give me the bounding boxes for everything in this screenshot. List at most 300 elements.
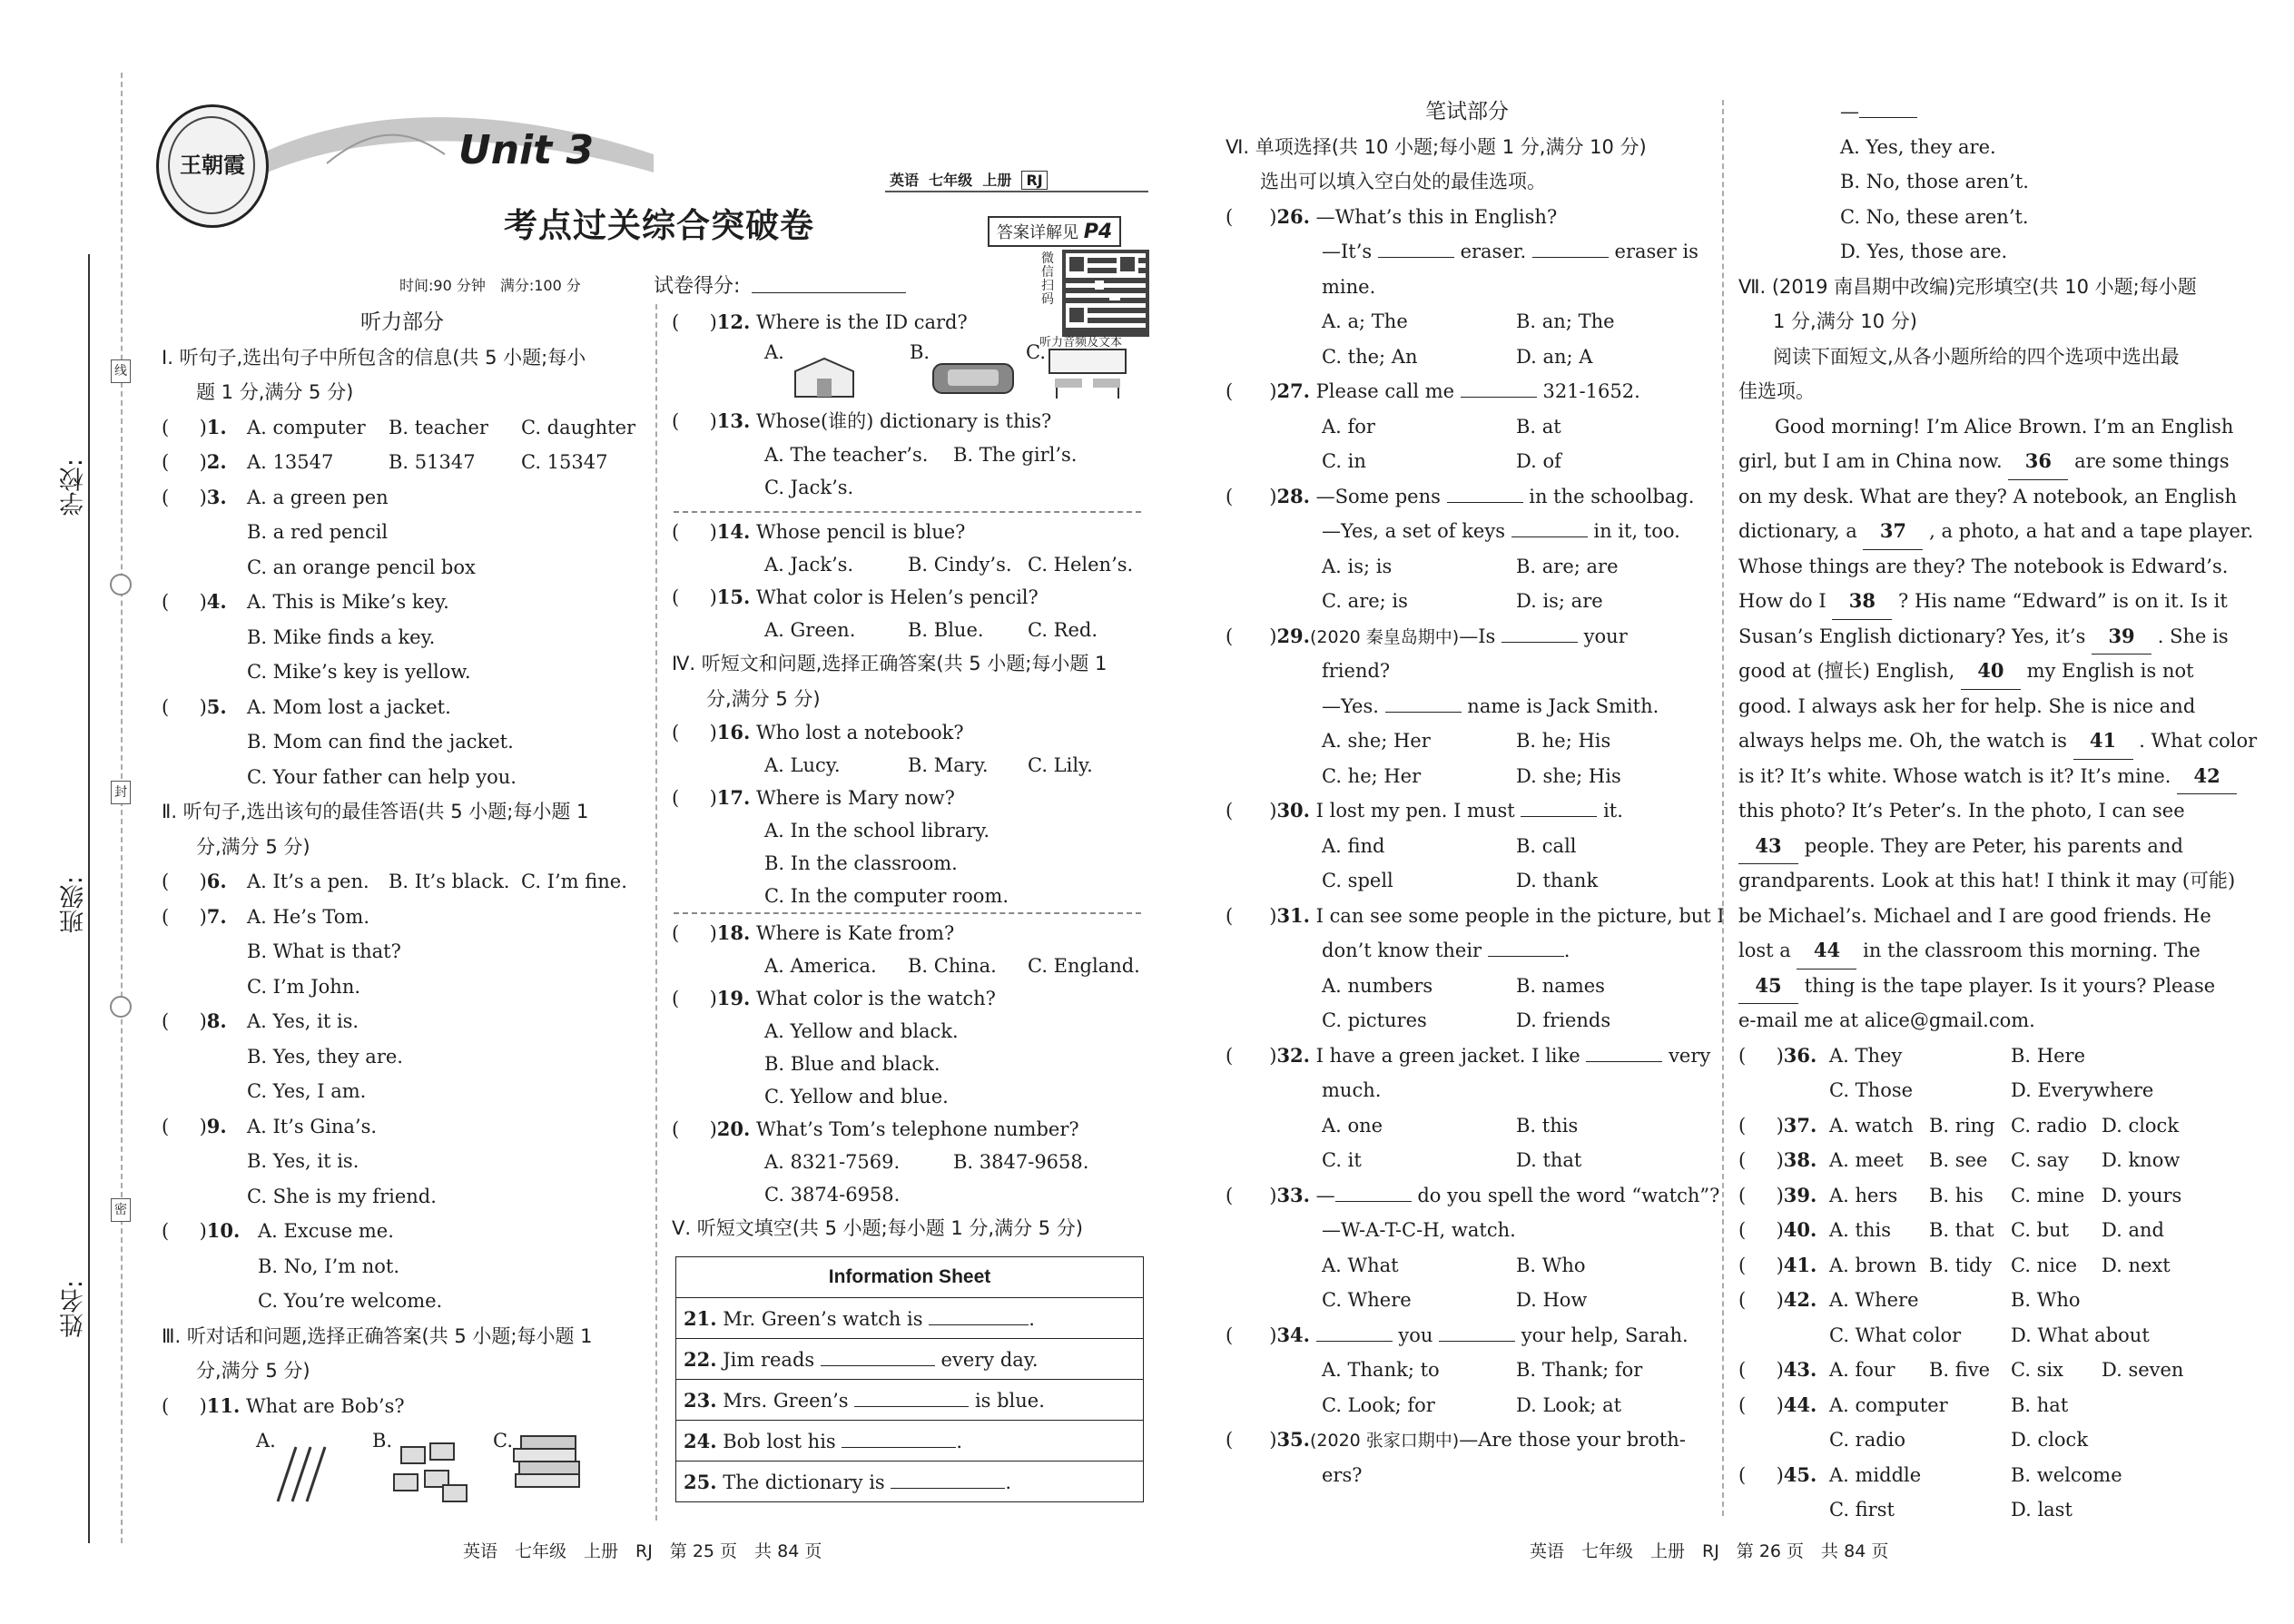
q-number: 14.: [716, 520, 751, 543]
question-29-ab: [1226, 723, 1708, 759]
option-b[interactable]: B. 3847-9658.: [953, 1151, 1089, 1173]
option-c[interactable]: C. it: [1322, 1149, 1362, 1171]
cloze-blank[interactable]: 36: [2008, 444, 2068, 480]
sheet-text: every day.: [940, 1348, 1039, 1371]
option-d[interactable]: D. of: [1516, 450, 1561, 472]
option-c[interactable]: C. he; Her: [1322, 764, 1422, 787]
option-d[interactable]: D. Look; at: [1516, 1393, 1622, 1416]
option-b[interactable]: B. Who: [2011, 1289, 2081, 1311]
card-case-picture-icon[interactable]: [930, 359, 1017, 399]
question-stem: Whose(谁的) dictionary is this?: [756, 409, 1052, 432]
seal-mark-seal: 封: [111, 781, 131, 804]
question-12-options: [672, 340, 1144, 404]
option-c[interactable]: C. What color: [1829, 1324, 1962, 1346]
question-18: ( )18. Where is Kate from?: [672, 921, 955, 944]
option-a[interactable]: A. He’s Tom.: [247, 905, 369, 928]
option-c[interactable]: C. Look; for: [1322, 1393, 1435, 1416]
option-a[interactable]: A. 8321-7569.: [764, 1151, 901, 1173]
question-30-ab: [1226, 829, 1708, 864]
option-c[interactable]: C. say: [2011, 1149, 2069, 1171]
cloze-blank[interactable]: 40: [1961, 654, 2021, 690]
blank-24[interactable]: [842, 1447, 956, 1448]
stem-text: eraser is: [1614, 241, 1698, 262]
question-20: ( )20. What’s Tom’s telephone number?: [672, 1117, 1079, 1140]
q-number: 34.: [1276, 1323, 1310, 1346]
option-c[interactable]: C. Mike’s key is yellow.: [247, 661, 471, 683]
option-c[interactable]: C. Where: [1322, 1289, 1412, 1311]
option-a[interactable]: A. watch: [1829, 1114, 1914, 1137]
option-a[interactable]: A. for: [1322, 415, 1375, 438]
question-4: ( )4. A. This is Mike’s key.: [162, 585, 643, 620]
option-a[interactable]: A. computer: [1829, 1393, 1948, 1416]
question-7-b: [162, 934, 643, 969]
option-c[interactable]: C. Yellow and blue.: [764, 1086, 949, 1107]
question-18-options: [672, 950, 1144, 982]
option-c[interactable]: C. 15347: [521, 451, 608, 473]
option-c[interactable]: C. are; is: [1322, 590, 1408, 612]
sheet-text: The dictionary is: [723, 1471, 885, 1493]
meta-term: 上册: [982, 172, 1012, 189]
passage-text: ? His name “Edward” is on it. Is it: [1898, 590, 2228, 612]
passage-line: [1738, 444, 2229, 479]
question-33-ab: [1226, 1248, 1708, 1284]
cloze-blank[interactable]: 41: [2073, 723, 2133, 760]
q-number: 41.: [1783, 1253, 1817, 1276]
option-d[interactable]: D. thank: [1516, 870, 1599, 891]
option-d[interactable]: D. Everywhere: [2011, 1079, 2154, 1101]
option-d[interactable]: D. Yes, those are.: [1840, 241, 2008, 262]
option-c[interactable]: C. spell: [1322, 870, 1393, 891]
cloze-blank[interactable]: 42: [2177, 759, 2237, 795]
option-a[interactable]: A. Green.: [764, 619, 856, 641]
option-c[interactable]: C. radio: [2011, 1114, 2088, 1137]
qr-note: 听力音频及文本: [1039, 336, 1123, 349]
option-a[interactable]: A.: [256, 1430, 276, 1452]
question-source: (2020 秦皇岛期中): [1309, 626, 1460, 647]
option-b[interactable]: B. a red pencil: [247, 521, 389, 543]
passage-line: [1738, 969, 2229, 1004]
dialogue-divider: [674, 511, 1141, 513]
option-a[interactable]: A. brown: [1829, 1254, 1917, 1276]
sheet-row: [676, 1462, 1144, 1502]
option-a[interactable]: A. she; Her: [1322, 730, 1431, 752]
question-29-line-2: [1226, 654, 1708, 689]
q-number: 29.: [1276, 624, 1310, 647]
option-d[interactable]: D. What about: [2011, 1324, 2150, 1346]
option-b[interactable]: B. In the classroom.: [764, 852, 958, 874]
question-7: ( )7. A. He’s Tom.: [162, 900, 643, 935]
q-number: 2.: [206, 450, 227, 473]
passage-line: [1738, 899, 2229, 934]
option-a[interactable]: A. 13547: [247, 451, 334, 473]
q-number: 12.: [716, 310, 751, 333]
passage-line: [1738, 549, 2229, 585]
question-29-line-3: [1226, 689, 1708, 724]
option-b[interactable]: B. this: [1516, 1114, 1579, 1137]
question-15: ( )15. What color is Helen’s pencil?: [672, 586, 1039, 608]
option-c[interactable]: C. first: [1829, 1499, 1895, 1521]
option-c[interactable]: C. England.: [1028, 955, 1140, 977]
question-19: ( )19. What color is the watch?: [672, 987, 996, 1009]
option-b[interactable]: B. Here: [2011, 1044, 2085, 1067]
cloze-blank[interactable]: 43: [1738, 829, 1798, 865]
option-a[interactable]: A. The teacher’s.: [764, 444, 929, 466]
option-b[interactable]: B. Mary.: [908, 754, 989, 776]
section-1-title: Ⅰ. 听句子,选出句子中所包含的信息(共 5 小题;每小: [162, 346, 586, 369]
cloze-blank[interactable]: 44: [1797, 933, 1856, 969]
option-d[interactable]: D. next: [2102, 1254, 2171, 1276]
stem-text: much.: [1322, 1079, 1382, 1101]
option-b[interactable]: B. tidy: [1929, 1254, 1993, 1276]
option-a[interactable]: A. Yes, it is.: [247, 1010, 359, 1032]
option-a[interactable]: A. a; The: [1322, 310, 1408, 332]
option-c[interactable]: C.: [1026, 340, 1046, 363]
option-a[interactable]: A.: [764, 340, 784, 363]
blank-21[interactable]: [929, 1324, 1029, 1325]
stem-text: —: [1315, 1184, 1335, 1206]
option-d[interactable]: D. she; His: [1516, 764, 1621, 787]
option-b[interactable]: B. at: [1516, 415, 1561, 438]
option-d[interactable]: D. know: [2102, 1149, 2181, 1171]
question-17-a: [672, 814, 1144, 847]
question-26-line-3: [1226, 270, 1708, 305]
question-stem: —What’s this in English?: [1315, 205, 1558, 228]
option-c[interactable]: C. Lily.: [1028, 754, 1093, 776]
passage-text: girl, but I am in China now.: [1738, 450, 2003, 472]
footer-left: 英语 七年级 上册 RJ 第 25 页 共 84 页: [463, 1541, 822, 1561]
passage-text: good. I always ask her for help. She is nice and: [1738, 694, 2196, 717]
cloze-blank[interactable]: 38: [1832, 584, 1892, 620]
option-b[interactable]: B. The girl’s.: [953, 444, 1078, 466]
question-2: ( )2. A. 13547 B. 51347 C. 15347: [162, 445, 643, 480]
option-c[interactable]: C. Jack’s.: [764, 477, 854, 498]
option-b[interactable]: B. see: [1929, 1149, 1988, 1171]
option-b[interactable]: B. are; are: [1516, 555, 1619, 577]
sheet-text: Bob lost his: [723, 1430, 836, 1452]
q-number: 6.: [206, 870, 227, 892]
question-33-line-2: [1226, 1213, 1708, 1248]
option-b[interactable]: B. that: [1929, 1219, 1994, 1241]
books-picture-icon[interactable]: [507, 1431, 588, 1498]
question-28: ( )28. —Some pens in the schoolbag.: [1226, 484, 1695, 507]
qr-caption: 微信扫码: [1041, 251, 1054, 307]
option-a[interactable]: A. a green pen: [247, 486, 389, 508]
stem-text: —Are those your broth-: [1459, 1429, 1686, 1451]
option-a[interactable]: A. meet: [1829, 1149, 1904, 1171]
option-a[interactable]: A. Yellow and black.: [764, 1020, 959, 1042]
option-c[interactable]: C. Helen’s.: [1028, 554, 1134, 576]
blank[interactable]: [1385, 712, 1462, 713]
q-number: 33.: [1276, 1183, 1310, 1206]
building-picture-icon[interactable]: [788, 355, 861, 400]
option-a[interactable]: A. computer: [247, 416, 366, 438]
cloze-blank[interactable]: 45: [1738, 969, 1798, 1005]
option-c[interactable]: C. six: [2011, 1359, 2064, 1381]
option-d[interactable]: D. an; A: [1516, 345, 1593, 368]
q-number: 44.: [1783, 1393, 1817, 1416]
option-b[interactable]: B. an; The: [1516, 310, 1615, 332]
option-d[interactable]: D. clock: [2011, 1429, 2089, 1451]
option-d[interactable]: D. How: [1516, 1289, 1588, 1311]
option-d[interactable]: D. last: [2011, 1499, 2072, 1521]
blank[interactable]: [1521, 816, 1597, 817]
passage-text: . She is: [2157, 625, 2229, 647]
option-d[interactable]: D. and: [2102, 1219, 2164, 1241]
blank[interactable]: [1859, 117, 1917, 118]
option-d[interactable]: D. friends: [1516, 1009, 1611, 1031]
passage-text: How do I: [1738, 590, 1826, 612]
school-field: 学校:: [60, 458, 88, 517]
option-d[interactable]: D. seven: [2102, 1359, 2184, 1381]
option-c[interactable]: C. I’m fine.: [521, 871, 627, 892]
q-number: 18.: [716, 921, 751, 944]
option-b[interactable]: B.: [372, 1430, 393, 1452]
option-b[interactable]: B. he; His: [1516, 730, 1611, 752]
blank[interactable]: [1488, 956, 1564, 957]
option-c[interactable]: C. in: [1322, 450, 1366, 472]
question-4-c: [162, 655, 643, 690]
question-35-c: [1738, 200, 2229, 235]
question-4-b: [162, 620, 643, 655]
stem-text: —It’s: [1322, 241, 1373, 262]
erasers-picture-icon[interactable]: [389, 1440, 470, 1507]
pens-picture-icon[interactable]: [269, 1442, 332, 1505]
blank[interactable]: [1501, 642, 1578, 643]
option-a[interactable]: A. Jack’s.: [764, 554, 854, 576]
stem-text: name is Jack Smith.: [1467, 694, 1659, 717]
passage-divider: [674, 912, 1141, 914]
stem-text: Please call me: [1315, 380, 1455, 402]
option-b[interactable]: B. No, I’m not.: [258, 1255, 399, 1277]
option-b[interactable]: B. Blue.: [908, 619, 984, 641]
blank[interactable]: [1461, 397, 1537, 398]
option-a[interactable]: A. this: [1829, 1219, 1891, 1241]
q-number: 21.: [684, 1306, 717, 1330]
q-number: 22.: [684, 1347, 717, 1371]
option-c[interactable]: C. but: [2011, 1219, 2070, 1241]
blank[interactable]: [1447, 502, 1523, 503]
option-a[interactable]: A. four: [1829, 1359, 1895, 1381]
question-19-b: [672, 1048, 1144, 1080]
sheet-title: Information Sheet: [676, 1257, 1144, 1298]
option-a[interactable]: A. middle: [1829, 1463, 1922, 1486]
passage-line: [1738, 514, 2254, 549]
cloze-passage: [1738, 409, 2258, 1038]
option-c[interactable]: C. She is my friend.: [247, 1185, 437, 1207]
option-b[interactable]: B. What is that?: [247, 940, 401, 962]
question-40: ( )40. A. this B. that C. but D. and: [1738, 1213, 2229, 1248]
question-10: ( )10. A. Excuse me.: [162, 1214, 643, 1249]
option-b[interactable]: B. Blue and black.: [764, 1053, 940, 1075]
option-c[interactable]: C. the; An: [1322, 345, 1418, 368]
option-d[interactable]: D. that: [1516, 1149, 1582, 1171]
stem-text: in it, too.: [1593, 520, 1680, 542]
option-b[interactable]: B. Yes, it is.: [247, 1150, 359, 1172]
option-c[interactable]: C. Your father can help you.: [247, 765, 517, 788]
option-a[interactable]: A. Excuse me.: [258, 1220, 394, 1242]
question-19-c: [672, 1080, 1144, 1113]
option-c[interactable]: C. mine: [2011, 1184, 2085, 1206]
option-b[interactable]: B. Who: [1516, 1254, 1586, 1276]
option-b[interactable]: B. Mike finds a key.: [247, 625, 436, 648]
passage-text: , a photo, a hat and a tape player.: [1929, 520, 2254, 542]
option-c[interactable]: C. pictures: [1322, 1009, 1427, 1031]
blank[interactable]: [1335, 1201, 1412, 1202]
option-c[interactable]: C. Yes, I am.: [247, 1080, 367, 1102]
question-31-line-2: [1226, 933, 1708, 969]
option-c[interactable]: C. I’m John.: [247, 975, 361, 998]
blank-23[interactable]: [854, 1406, 969, 1407]
option-a[interactable]: A. They: [1829, 1044, 1903, 1067]
sheet-text: .: [956, 1430, 963, 1452]
passage-text: e-mail me at alice@gmail.com.: [1738, 1009, 2035, 1031]
blank[interactable]: [1586, 1061, 1662, 1062]
option-a[interactable]: A. find: [1322, 834, 1385, 857]
option-b[interactable]: B. names: [1516, 974, 1605, 997]
option-a[interactable]: A. Lucy.: [764, 754, 841, 776]
option-a[interactable]: A. one: [1322, 1114, 1383, 1137]
passage-line: [1738, 723, 2258, 759]
question-35-b: [1738, 164, 2229, 200]
option-a[interactable]: A. What: [1322, 1254, 1399, 1276]
option-b[interactable]: B. Mom can find the jacket.: [247, 731, 514, 753]
classroom-picture-icon[interactable]: [1044, 346, 1131, 402]
stem-text: —: [1840, 101, 1859, 123]
blank-22[interactable]: [821, 1365, 935, 1366]
meta-edition: RJ: [1021, 171, 1047, 190]
question-5-b: [162, 724, 643, 760]
option-a[interactable]: A. numbers: [1322, 974, 1433, 997]
option-a[interactable]: A. America.: [764, 955, 877, 977]
option-c[interactable]: C. 3874-6958.: [764, 1184, 901, 1206]
option-b[interactable]: B. It’s black.: [389, 871, 510, 892]
option-c[interactable]: C. an orange pencil box: [247, 556, 476, 578]
time-limit: 时间:90 分钟 满分:100 分: [399, 277, 581, 294]
passage-text: people. They are Peter, his parents and: [1804, 834, 2183, 857]
question-36-cd: [1738, 1073, 2229, 1108]
passage-text: . What color: [2139, 730, 2258, 752]
option-b[interactable]: B. Yes, they are.: [247, 1045, 403, 1068]
question-3-b: [162, 515, 643, 550]
option-c[interactable]: C. No, these aren’t.: [1840, 205, 2029, 228]
question-17-c: [672, 880, 1144, 912]
passage-line: [1738, 759, 2229, 794]
option-c[interactable]: C.: [493, 1430, 513, 1452]
option-b[interactable]: B. 51347: [389, 451, 476, 473]
option-b[interactable]: B. China.: [908, 955, 997, 977]
cloze-blank[interactable]: 37: [1863, 514, 1923, 550]
option-a[interactable]: A. It’s Gina’s.: [247, 1115, 378, 1137]
answer-ref-box: [988, 216, 1121, 247]
option-d[interactable]: D. is; are: [1516, 590, 1603, 612]
name-field: 姓名:: [60, 1280, 88, 1338]
section-3-title: Ⅲ. 听对话和问题,选择正确答案(共 5 小题;每小题 1: [162, 1324, 593, 1347]
q-number: 11.: [206, 1393, 241, 1417]
option-b[interactable]: B. Thank; for: [1516, 1359, 1643, 1381]
option-a[interactable]: A. Thank; to: [1322, 1359, 1440, 1381]
q-number: 20.: [716, 1117, 751, 1140]
option-b[interactable]: B. hat: [2011, 1393, 2069, 1416]
q-number: 19.: [716, 987, 751, 1009]
question-stem: What color is the watch?: [756, 988, 996, 1009]
option-b[interactable]: B. call: [1516, 834, 1577, 857]
question-3: ( )3. A. a green pen: [162, 480, 643, 516]
option-a[interactable]: A. Yes, they are.: [1840, 135, 1996, 158]
passage-text: lost a: [1738, 940, 1791, 961]
section-5-title: Ⅴ. 听短文填空(共 5 小题;每小题 1 分,满分 5 分): [672, 1217, 1083, 1239]
option-a[interactable]: A. In the school library.: [764, 820, 990, 842]
blank-25[interactable]: [891, 1488, 1005, 1489]
writing-col-2: [1738, 94, 2258, 1528]
blank[interactable]: [1532, 257, 1609, 258]
option-a[interactable]: A. It’s a pen.: [247, 871, 369, 892]
question-34: ( )34. you your help, Sarah.: [1226, 1323, 1689, 1346]
question-32: ( )32. I have a green jacket. I like very: [1226, 1043, 1711, 1067]
option-c[interactable]: C. In the computer room.: [764, 885, 1009, 907]
passage-text: Whose things are they? The notebook is Edward’s.: [1738, 555, 2229, 577]
q-number: 24.: [684, 1429, 717, 1452]
cloze-blank[interactable]: 39: [2092, 619, 2151, 655]
q-number: 8.: [206, 1009, 227, 1032]
q-number: 27.: [1276, 379, 1310, 402]
option-b[interactable]: B.: [910, 340, 930, 363]
option-d[interactable]: D. yours: [2102, 1184, 2182, 1206]
blank[interactable]: [1378, 257, 1454, 258]
blank[interactable]: [1439, 1341, 1515, 1342]
question-32-ab: [1226, 1108, 1708, 1144]
passage-line: [1738, 793, 2229, 829]
option-a[interactable]: A. is; is: [1322, 555, 1393, 577]
option-c[interactable]: C. nice: [2011, 1254, 2078, 1276]
option-b[interactable]: B. his: [1929, 1184, 1984, 1206]
option-c[interactable]: C. Those: [1829, 1079, 1914, 1101]
meta-grade: 七年级: [929, 172, 973, 189]
score-field[interactable]: [752, 292, 906, 293]
option-c[interactable]: C. Red.: [1028, 619, 1098, 641]
sheet-text: .: [1005, 1471, 1012, 1493]
option-a[interactable]: A. Where: [1829, 1289, 1919, 1311]
question-9: ( )9. A. It’s Gina’s.: [162, 1109, 643, 1145]
q-number: 25.: [684, 1470, 717, 1493]
question-13-c: [672, 471, 1144, 504]
option-b[interactable]: B. No, those aren’t.: [1840, 171, 2029, 192]
stem-text: your: [1583, 625, 1628, 647]
question-26-ab: [1226, 304, 1708, 340]
question-11-options: [162, 1423, 643, 1505]
question-15-options: [672, 614, 1144, 646]
option-a[interactable]: A. This is Mike’s key.: [247, 591, 449, 613]
question-1: ( )1. A. computer B. teacher C. daughter: [162, 410, 643, 446]
option-c[interactable]: C. daughter: [521, 416, 636, 438]
blank[interactable]: [1316, 1341, 1393, 1342]
option-b[interactable]: B. welcome: [2011, 1463, 2122, 1486]
option-a[interactable]: A. hers: [1829, 1184, 1898, 1206]
option-b[interactable]: B. Cindy’s.: [908, 554, 1012, 576]
option-c[interactable]: C. You’re welcome.: [258, 1290, 443, 1312]
question-20-c: [672, 1178, 1144, 1211]
question-27-ab: [1226, 409, 1708, 445]
question-stem: Where is Mary now?: [756, 787, 955, 809]
option-b[interactable]: B. five: [1929, 1359, 1991, 1381]
sheet-text: is blue.: [974, 1389, 1045, 1412]
listening-col-2: [672, 305, 1144, 504]
option-b[interactable]: B. ring: [1929, 1114, 1995, 1137]
option-d[interactable]: D. clock: [2102, 1114, 2180, 1137]
option-c[interactable]: C. radio: [1829, 1429, 1906, 1451]
option-b[interactable]: B. teacher: [389, 416, 488, 438]
blank[interactable]: [1511, 536, 1588, 537]
option-a[interactable]: A. Mom lost a jacket.: [247, 695, 451, 718]
